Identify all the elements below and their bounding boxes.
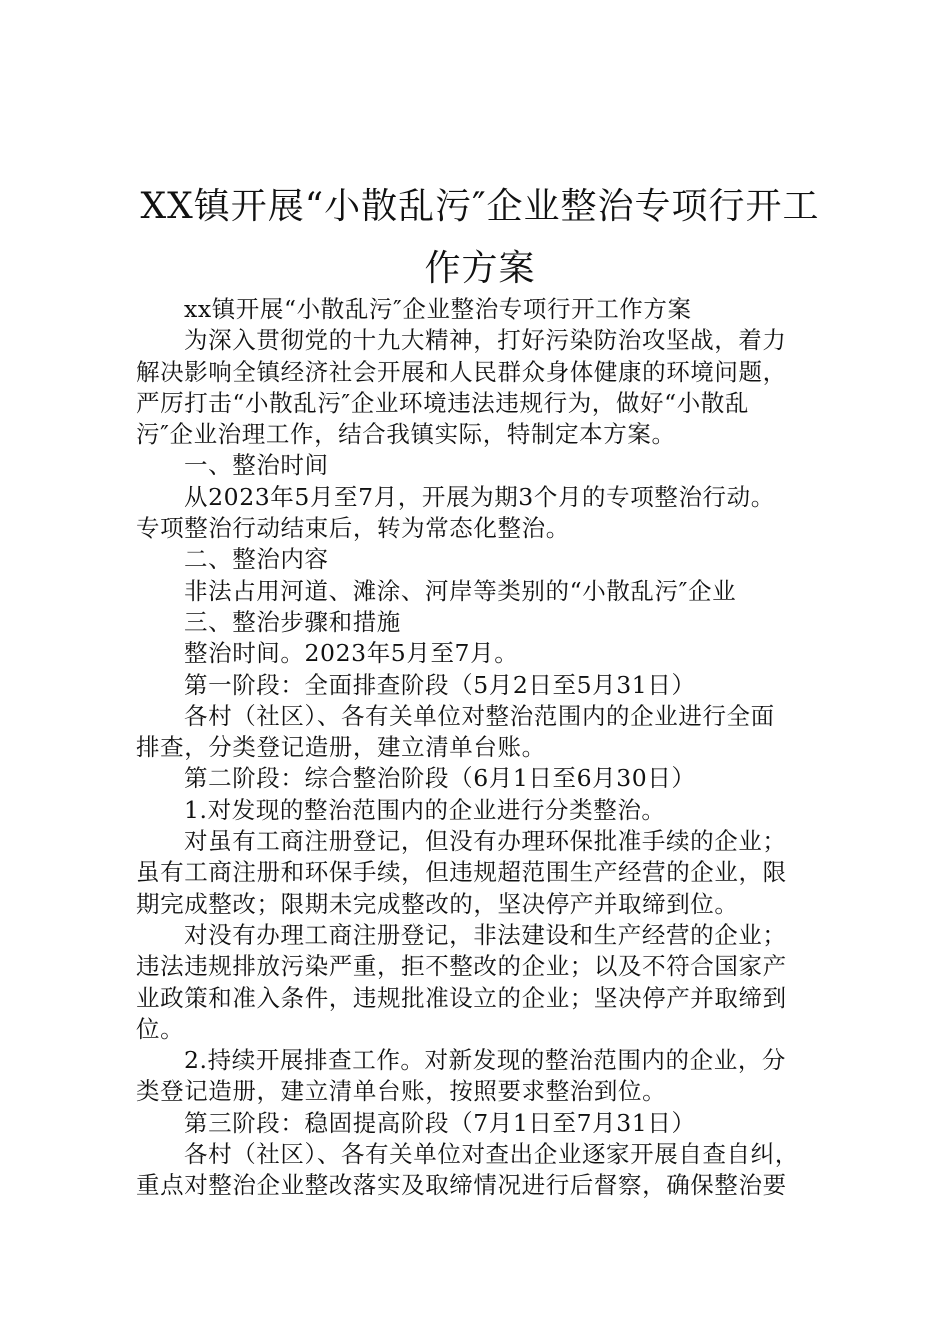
paragraph-line: 类登记造册，建立清单台账，按照要求整治到位。 bbox=[136, 1077, 667, 1106]
paragraph-line: 解决影响全镇经济社会开展和人民群众身体健康的环境问题， bbox=[136, 357, 787, 386]
paragraph-line: 业政策和准入条件，违规批准设立的企业；坚决停产并取缔到 bbox=[136, 983, 787, 1012]
section-heading: 一、整治时间 bbox=[184, 451, 329, 480]
paragraph-line: 各村（社区）、各有关单位对整治范围内的企业进行全面 bbox=[184, 701, 775, 730]
document-body bbox=[136, 294, 836, 1202]
paragraph-line: 专项整治行动结束后，转为常态化整治。 bbox=[136, 514, 570, 543]
paragraph-line: 重点对整治企业整改落实及取缔情况进行后督察，确保整治要 bbox=[136, 1171, 787, 1200]
title-line-2: 作方案 bbox=[424, 248, 536, 289]
paragraph-line: 2.持续开展排查工作。对新发现的整治范围内的企业，分 bbox=[184, 1046, 787, 1075]
section-heading: 三、整治步骤和措施 bbox=[184, 607, 401, 636]
subtitle-line: xx镇开展“小散乱污″企业整治专项行开工作方案 bbox=[184, 295, 692, 323]
paragraph-line: 整治时间。2023年5月至7月。 bbox=[184, 639, 519, 668]
stage-heading: 第二阶段：综合整治阶段（6月1日至6月30日） bbox=[184, 764, 696, 793]
paragraph-line: 为深入贯彻党的十九大精神，打好污染防治攻坚战，着力 bbox=[184, 326, 787, 355]
paragraph-line: 违法违规排放污染严重，拒不整改的企业；以及不符合国家产 bbox=[136, 952, 787, 981]
paragraph-line: 对虽有工商注册登记，但没有办理环保批准手续的企业； bbox=[184, 827, 787, 856]
paragraph-line: 非法占用河道、滩涂、河岸等类别的“小散乱污″企业 bbox=[184, 576, 737, 605]
paragraph-line: 位。 bbox=[136, 1014, 185, 1043]
paragraph-line: 虽有工商注册和环保手续，但违规超范围生产经营的企业，限 bbox=[136, 858, 787, 887]
title-line-1: XX镇开展“小散乱污″企业整治专项行开工 bbox=[140, 186, 820, 227]
paragraph-line: 1.对发现的整治范围内的企业进行分类整治。 bbox=[184, 795, 666, 824]
stage-heading: 第三阶段：稳固提高阶段（7月1日至7月31日） bbox=[184, 1108, 696, 1137]
paragraph-line: 排查，分类登记造册，建立清单台账。 bbox=[136, 733, 546, 762]
paragraph-line: 期完成整改；限期未完成整改的，坚决停产并取缔到位。 bbox=[136, 889, 739, 918]
paragraph-line: 各村（社区）、各有关单位对查出企业逐家开展自查自纠， bbox=[184, 1140, 799, 1169]
stage-heading: 第一阶段：全面排查阶段（5月2日至5月31日） bbox=[184, 670, 696, 699]
paragraph-line: 严厉打击“小散乱污″企业环境违法违规行为，做好“小散乱 bbox=[136, 388, 750, 417]
paragraph-line: 污″企业治理工作，结合我镇实际，特制定本方案。 bbox=[136, 420, 676, 449]
paragraph-line: 对没有办理工商注册登记，非法建设和生产经营的企业； bbox=[184, 920, 787, 949]
document-title bbox=[100, 176, 860, 300]
paragraph-line: 从2023年5月至7月，开展为期3个月的专项整治行动。 bbox=[184, 482, 775, 511]
section-heading: 二、整治内容 bbox=[184, 545, 329, 574]
